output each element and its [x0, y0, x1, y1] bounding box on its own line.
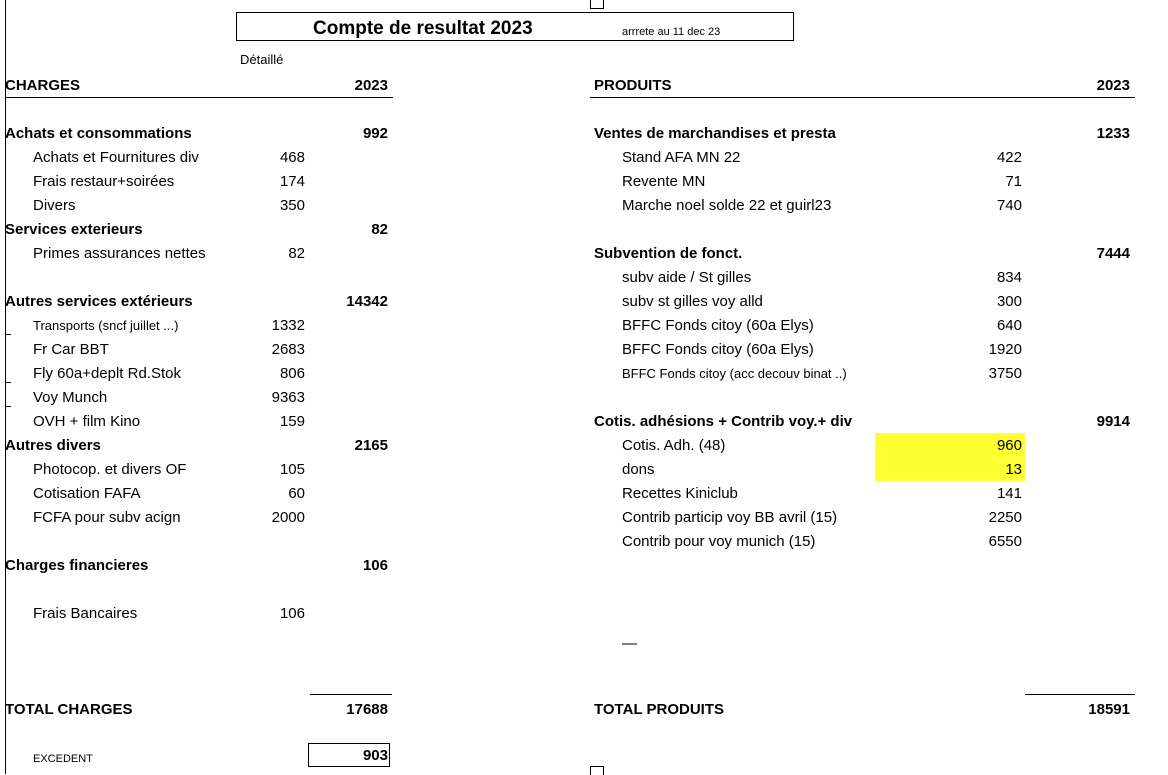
- section-total: 992: [362, 125, 388, 142]
- section-total: 9914: [1096, 413, 1130, 430]
- line-item-value: 2250: [988, 509, 1022, 526]
- line-item-label: Primes assurances nettes: [33, 245, 206, 262]
- border-tick: [5, 382, 11, 383]
- line-item-label: Contrib pour voy munich (15): [622, 533, 816, 550]
- line-item-value: 350: [279, 197, 305, 214]
- line-item-label: Stand AFA MN 22: [622, 149, 741, 166]
- line-item-value: 806: [279, 365, 305, 382]
- line-item-value: 9363: [271, 389, 305, 406]
- line-item-value: 3750: [988, 365, 1022, 382]
- produits-header: PRODUITS: [594, 77, 672, 94]
- total-charges-value: 17688: [346, 701, 388, 718]
- produits-header-rule: [590, 97, 1135, 98]
- page-marker-top: [590, 0, 604, 9]
- section-label: Autres services extérieurs: [5, 293, 193, 310]
- line-item-label: subv aide / St gilles: [622, 269, 752, 286]
- line-item-label: BFFC Fonds citoy (60a Elys): [622, 341, 814, 358]
- section-total: 14342: [346, 293, 388, 310]
- charges-header: CHARGES: [5, 77, 81, 94]
- line-item-value: 422: [996, 149, 1022, 166]
- section-label: Achats et consommations: [5, 125, 192, 142]
- section-total: 7444: [1096, 245, 1130, 262]
- charges-total-rule: [310, 694, 392, 695]
- dash-mark: —: [622, 635, 637, 652]
- charges-header-rule: [5, 97, 393, 98]
- section-label: Autres divers: [5, 437, 101, 454]
- page-left-border: [5, 0, 6, 774]
- line-item-value: 300: [996, 293, 1022, 310]
- total-charges-label: TOTAL CHARGES: [5, 701, 133, 718]
- section-label: Subvention de fonct.: [594, 245, 743, 262]
- section-total: 106: [362, 557, 388, 574]
- line-item-value: 141: [996, 485, 1022, 502]
- line-item-label: Revente MN: [622, 173, 706, 190]
- line-item-label: Voy Munch: [33, 389, 108, 406]
- charges-year: 2023: [354, 77, 388, 94]
- total-produits-label: TOTAL PRODUITS: [594, 701, 725, 718]
- line-item-label: Achats et Fournitures div: [33, 149, 199, 166]
- line-item-label: dons: [622, 461, 655, 478]
- line-item-label: Frais Bancaires: [33, 605, 138, 622]
- line-item-value: 71: [1005, 173, 1022, 190]
- section-label: Ventes de marchandises et presta: [594, 125, 836, 142]
- date-note: arrrete au 11 dec 23: [622, 26, 721, 38]
- line-item-label: Transports (sncf juillet ...): [33, 318, 179, 333]
- line-item-label: Contrib particip voy BB avril (15): [622, 509, 838, 526]
- border-tick: [5, 406, 11, 407]
- line-item-value: 60: [288, 485, 305, 502]
- line-item-label: Recettes Kiniclub: [622, 485, 738, 502]
- line-item-value: 1332: [271, 317, 305, 334]
- line-item-value: 2000: [271, 509, 305, 526]
- line-item-value: 834: [996, 269, 1022, 286]
- line-item-value: 1920: [988, 341, 1022, 358]
- border-tick: [5, 334, 11, 335]
- line-item-label: Cotis. Adh. (48): [622, 437, 726, 454]
- section-total: 1233: [1096, 125, 1130, 142]
- line-item-label: Divers: [33, 197, 76, 214]
- excedent-value: 903: [362, 747, 388, 764]
- line-item-label: Cotisation FAFA: [33, 485, 141, 502]
- section-total: 2165: [354, 437, 388, 454]
- line-item-label: BFFC Fonds citoy (acc decouv binat ..): [622, 366, 847, 381]
- line-item-value: 174: [279, 173, 305, 190]
- line-item-label: BFFC Fonds citoy (60a Elys): [622, 317, 814, 334]
- line-item-label: Fr Car BBT: [33, 341, 109, 358]
- section-label: Cotis. adhésions + Contrib voy.+ div: [594, 413, 853, 430]
- line-item-value: 740: [996, 197, 1022, 214]
- line-item-label: Frais restaur+soirées: [33, 173, 175, 190]
- section-label: Charges financieres: [5, 557, 149, 574]
- line-item-value: 2683: [271, 341, 305, 358]
- line-item-value: 82: [288, 245, 305, 262]
- line-item-value: 106: [279, 605, 305, 622]
- line-item-label: Marche noel solde 22 et guirl23: [622, 197, 832, 214]
- produits-total-rule: [1025, 694, 1135, 695]
- produits-year: 2023: [1096, 77, 1130, 94]
- page-title: Compte de resultat 2023: [313, 18, 533, 39]
- line-item-label: Photocop. et divers OF: [33, 461, 187, 478]
- detail-label: Détaillé: [240, 52, 284, 67]
- excedent-label: EXCEDENT: [33, 753, 93, 765]
- line-item-label: FCFA pour subv acign: [33, 509, 181, 526]
- line-item-value: 159: [279, 413, 305, 430]
- total-produits-value: 18591: [1088, 701, 1130, 718]
- line-item-label: subv st gilles voy alld: [622, 293, 763, 310]
- line-item-value: 468: [279, 149, 305, 166]
- section-total: 82: [371, 221, 388, 238]
- line-item-value: 13: [1005, 461, 1022, 478]
- line-item-label: Fly 60a+deplt Rd.Stok: [33, 365, 182, 382]
- line-item-label: OVH + film Kino: [33, 413, 141, 430]
- line-item-value: 640: [996, 317, 1022, 334]
- line-item-value: 6550: [988, 533, 1022, 550]
- section-label: Services exterieurs: [5, 221, 143, 238]
- line-item-value: 960: [996, 437, 1022, 454]
- line-item-value: 105: [279, 461, 305, 478]
